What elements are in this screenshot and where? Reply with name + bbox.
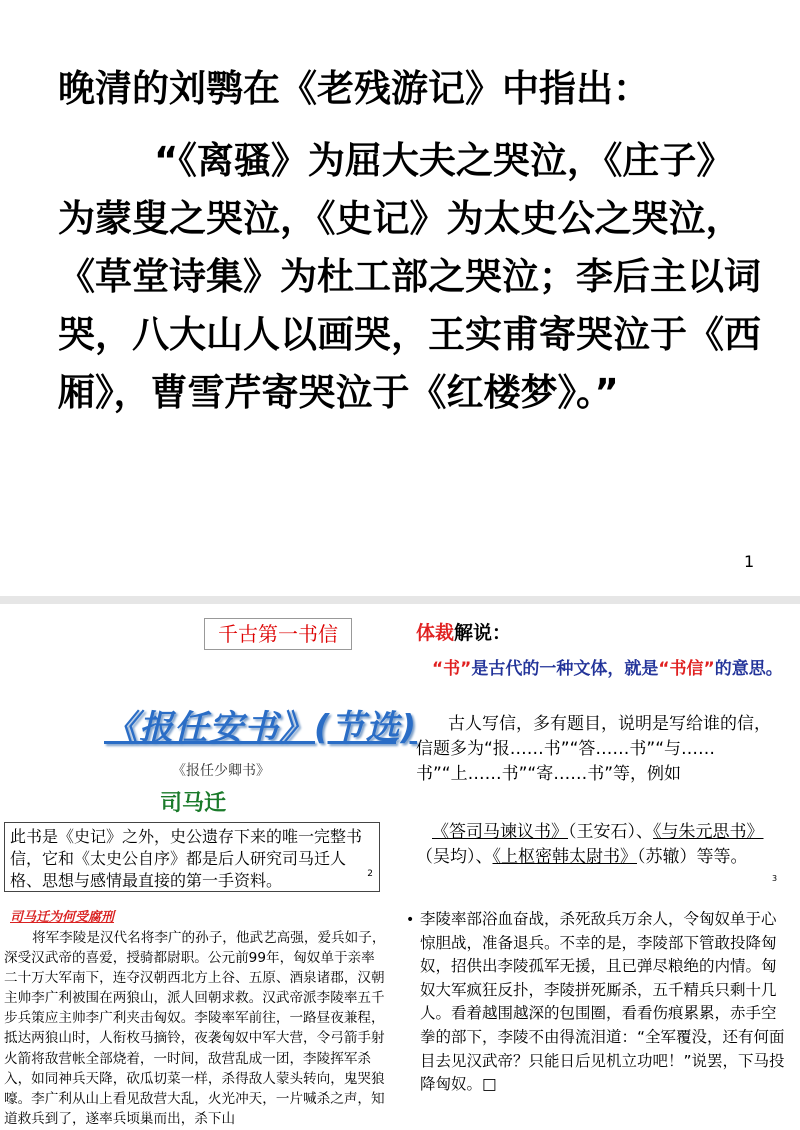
slide3-paragraph: 古人写信，多有题目，说明是写给谁的信，信题多为“报……书”“答……书”“与……书”“上……书”“寄……书”等，例如 — [416, 714, 771, 784]
example-2: 《与朱元思书》 — [653, 822, 764, 842]
example-2-author: （吴均）、 — [416, 847, 493, 867]
slide1-heading: 晚清的刘鹗在《老残游记》中指出： — [58, 67, 650, 110]
slide4-text: 将军李陵是汉代名将李广的孙子，他武艺高强，爱兵如子，深受汉武帝的喜爱，授骑都尉职。公元前99年，匈奴单于亲率二十万大军南下，连夺汉朝西北方上谷、五原、酒泉诸郡，汉朝主帅李广利被围在两狼山，派人回朝求救。汉武帝派李陵率五千步兵策应主帅李广利夹击匈奴。李陵率军前往，一路昼夜兼程，抵达两狼山时，人衔枚马摘铃，夜袭匈奴中军大营，令弓箭手射火箭将敌营帐全部烧着，一时间，敌营乱成一团，李陵挥军杀入，如同神兵天降，砍瓜切菜一样，杀得敌人蒙头转向，鬼哭狼嚎。李广利从山上看见敌营大乱，火光冲天，一片喊杀之声，知道救兵到了，遂率兵顷巢而出，杀下山 — [4, 930, 386, 1127]
slide2-info-text: 此书是《史记》之外，史公遗存下来的唯一完整书信，它和《太史公自序》都是后人研究司马迁人格、思想与感情最直接的第一手资料。 — [10, 827, 363, 890]
slide3-heading-rest: 解说： — [454, 622, 512, 644]
slide1-page-number: 1 — [744, 552, 755, 571]
example-3-author: （苏辙）等等。 — [637, 847, 748, 867]
bullet-icon: • — [406, 912, 415, 928]
slide2-top-label: 千古第一书信 — [204, 618, 352, 650]
slide2-info-box — [4, 822, 380, 892]
slide4-heading: 司马迁为何受腐刑 — [10, 910, 115, 925]
def-mid: 是古代的一种文体，就是 — [471, 659, 659, 679]
def-quote-shuxin: “书信” — [658, 659, 715, 679]
slide1-quote: “《离骚》为屈大夫之哭泣，《庄子》为蒙叟之哭泣，《史记》为太史公之哭泣，《草堂诗集》为杜工部之哭泣；李后主以词哭，八大山人以画哭，王实甫寄哭泣于《西厢》，曹雪芹寄哭泣于《红楼梦》。” — [58, 139, 761, 414]
slide2-title: 《报任安书》(节选) — [104, 708, 418, 748]
slide2-author: 司马迁 — [160, 791, 227, 816]
slide3-definition — [416, 656, 786, 682]
def-end: 的意思。 — [714, 659, 783, 679]
slide-divider — [0, 596, 800, 604]
example-1-author: （王安石）、 — [568, 822, 653, 842]
slide3-heading — [416, 618, 511, 645]
example-3: 《上枢密韩太尉书》 — [492, 847, 637, 867]
slide3-page-number: 3 — [772, 874, 778, 883]
example-1: 《答司马谏议书》 — [432, 822, 568, 842]
def-quote-shu: “书” — [432, 659, 472, 679]
slide2-subtitle: 《报任少卿书》 — [172, 763, 270, 779]
slide5-text: 李陵率部浴血奋战，杀死敌兵万余人，令匈奴单于心惊胆战，准备退兵。不幸的是，李陵部下管敢投降匈奴，招供出李陵孤军无援，且已弹尽粮绝的内情。匈奴大军疯狂反扑，李陵拼死厮杀，五千精兵只剩十几人。看着越围越深的包围圈，看看伤痕累累，赤手空拳的部下，李陵不由得流泪道：“全军覆没，还有何面目去见汉武帝？只能日后见机立功吧！”说罢，下马投降匈奴。□ — [420, 910, 785, 1094]
slide3-heading-red: 体裁 — [416, 622, 455, 644]
slide3-examples — [416, 820, 788, 870]
slide2-page-number: 2 — [367, 869, 373, 879]
